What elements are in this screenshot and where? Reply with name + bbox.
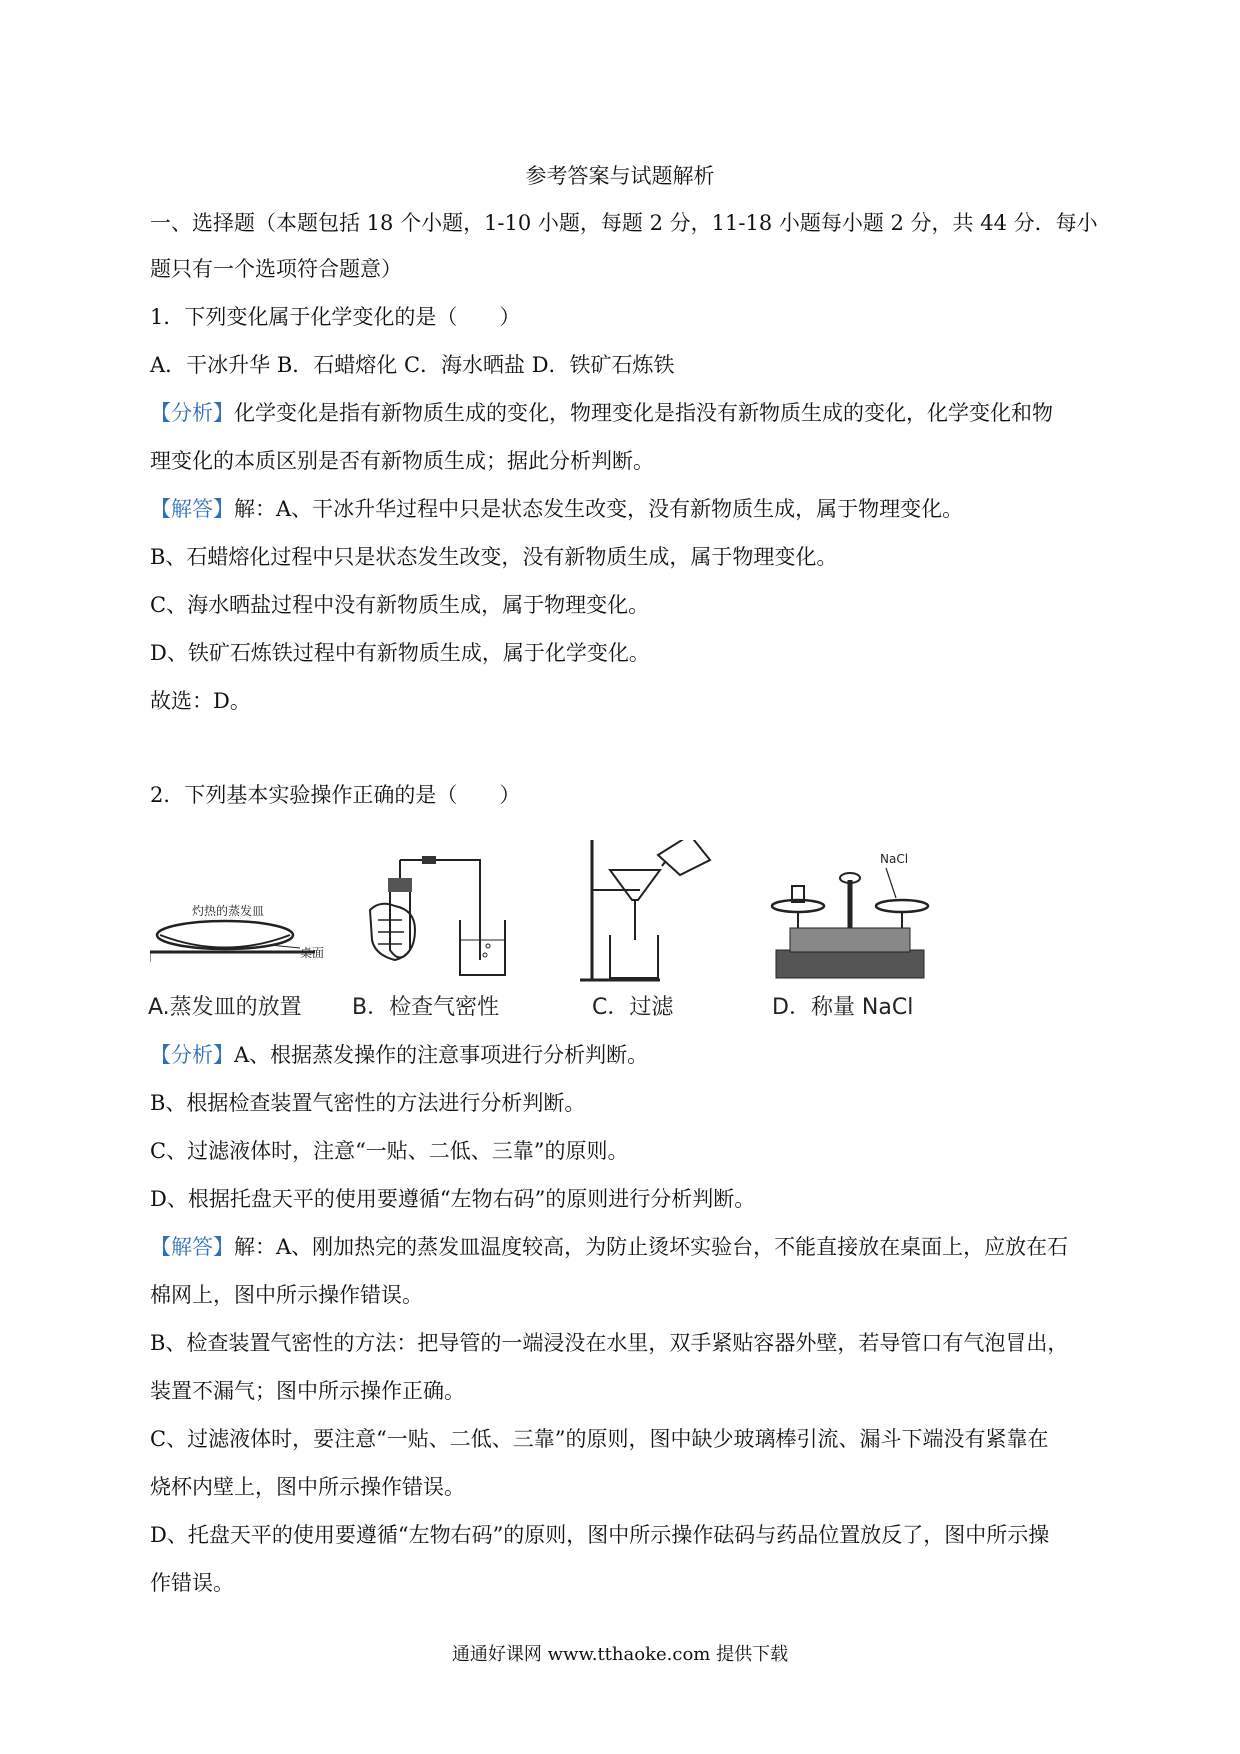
nacl-label: NaCl: [880, 852, 909, 866]
q2-analysis-d: D、根据托盘天平的使用要遵循“左物右码”的原则进行分析判断。: [150, 1187, 756, 1211]
page-footer: 通通好课网 www.tthaoke.com 提供下载: [451, 1644, 789, 1665]
q1-analysis: [150, 398, 1100, 428]
figure-a: [150, 840, 340, 1020]
q2-analysis-a: A、根据蒸发操作的注意事项进行分析判断。: [234, 1043, 649, 1067]
figure-d-caption: D．称量 NaCl: [772, 995, 914, 1020]
figure-d: [770, 840, 930, 1020]
q2-answer-c: C、过滤液体时，要注意“一贴、二低、三靠”的原则，图中缺少玻璃棒引流、漏斗下端没有紧靠在: [150, 1427, 1049, 1451]
figure-b: [352, 840, 540, 1020]
q2-analysis-c: C、过滤液体时，注意“一贴、二低、三靠”的原则。: [150, 1139, 629, 1163]
figure-c-caption: C．过滤: [592, 995, 674, 1020]
analysis-tag: 【分析】: [150, 401, 234, 425]
q2-answer-c-cont: 烧杯内壁上，图中所示操作错误。: [150, 1475, 465, 1499]
q1-answer-b: B、石蜡熔化过程中只是状态发生改变，没有新物质生成，属于物理变化。: [150, 545, 838, 569]
q2-answer-b-cont: 装置不漏气；图中所示操作正确。: [150, 1379, 465, 1403]
airtightness-apparatus-illustration: [360, 840, 540, 990]
q1-answer-c: C、海水晒盐过程中没有新物质生成，属于物理变化。: [150, 593, 650, 617]
section-heading-cont: 题只有一个选项符合题意）: [150, 257, 402, 281]
q2-answer-a-cont: 棉网上，图中所示操作错误。: [150, 1283, 423, 1307]
q1-choice: 故选：D。: [150, 689, 251, 713]
q1-answer: [150, 494, 1100, 524]
q1-stem: 1．下列变化属于化学变化的是（ ）: [150, 305, 521, 329]
q1-analysis-cont: 理变化的本质区别是否有新物质生成；据此分析判断。: [150, 449, 654, 473]
q1-options: A．干冰升华 B．石蜡熔化 C．海水晒盐 D．铁矿石炼铁: [150, 353, 675, 377]
q2-figures: [150, 840, 930, 1020]
q1-answer-a: 解：A、干冰升华过程中只是状态发生改变，没有新物质生成，属于物理变化。: [234, 497, 964, 521]
q2-analysis-b: B、根据检查装置气密性的方法进行分析判断。: [150, 1091, 586, 1115]
table-label: 桌面: [300, 946, 325, 960]
page-title: 参考答案与试题解析: [525, 164, 715, 188]
section-heading: 一、选择题（本题包括 18 个小题，1-10 小题，每题 2 分，11-18 小题每小题 2 分，共 44 分．每小: [150, 211, 1098, 235]
q2-stem: 2．下列基本实验操作正确的是（ ）: [150, 783, 521, 807]
q1-analysis-text: 化学变化是指有新物质生成的变化，物理变化是指没有新物质生成的变化，化学变化和物: [234, 401, 1053, 425]
dish-label: 灼热的蒸发皿: [192, 904, 265, 918]
q2-analysis: [150, 1040, 1100, 1070]
filtration-apparatus-illustration: [580, 840, 730, 990]
answer-tag: 【解答】: [150, 497, 234, 521]
q2-answer-d: D、托盘天平的使用要遵循“左物右码”的原则，图中所示操作砝码与药品位置放反了，图中所示操: [150, 1523, 1050, 1547]
figure-c: [580, 840, 730, 1020]
figure-a-caption: A.蒸发皿的放置: [148, 995, 302, 1020]
q2-answer: [150, 1232, 1100, 1262]
q2-answer-b: B、检查装置气密性的方法：把导管的一端浸没在水里，双手紧贴容器外壁，若导管口有气泡冒出，: [150, 1331, 1069, 1355]
figure-b-caption: B．检查气密性: [352, 995, 500, 1020]
answer-tag: 【解答】: [150, 1235, 234, 1259]
analysis-tag: 【分析】: [150, 1043, 234, 1067]
q2-answer-a: 解：A、刚加热完的蒸发皿温度较高，为防止烫坏实验台，不能直接放在桌面上，应放在石: [234, 1235, 1069, 1259]
q1-answer-d: D、铁矿石炼铁过程中有新物质生成，属于化学变化。: [150, 641, 650, 665]
q2-answer-d-cont: 作错误。: [150, 1571, 234, 1595]
